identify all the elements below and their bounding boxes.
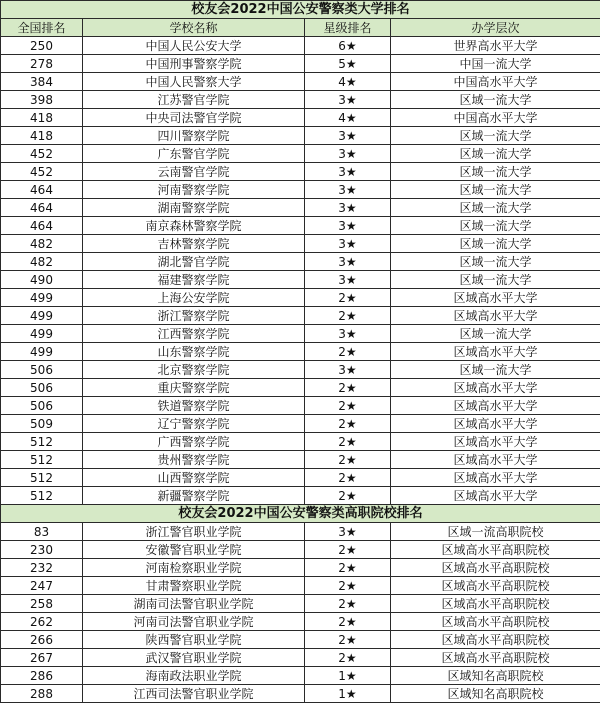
table-row [1,685,600,703]
cell-rank: 506 [1,397,83,415]
cell-school-level: 区域高水平大学 [391,487,600,505]
cell-school-level: 区域高水平高职院校 [391,613,600,631]
cell-rank: 83 [1,523,83,541]
cell-school-level: 中国一流大学 [391,55,600,73]
cell-star-rank: 3★ [305,181,391,199]
cell-star-rank: 2★ [305,343,391,361]
cell-rank: 398 [1,91,83,109]
table-row [1,253,600,271]
table-row [1,469,600,487]
table-row [1,217,600,235]
cell-rank: 267 [1,649,83,667]
cell-star-rank: 2★ [305,631,391,649]
table-row [1,577,600,595]
cell-star-rank: 3★ [305,217,391,235]
cell-school-name: 湖南司法警官职业学院 [83,595,305,613]
cell-school-level: 区域高水平大学 [391,451,600,469]
cell-rank: 418 [1,127,83,145]
cell-rank: 499 [1,289,83,307]
cell-rank: 499 [1,343,83,361]
table-row [1,649,600,667]
table-row [1,271,600,289]
cell-school-level: 区域一流大学 [391,253,600,271]
cell-star-rank: 3★ [305,91,391,109]
table-row [1,379,600,397]
cell-rank: 464 [1,199,83,217]
cell-rank: 506 [1,379,83,397]
cell-school-name: 贵州警察学院 [83,451,305,469]
table-row [1,109,600,127]
cell-star-rank: 6★ [305,37,391,55]
cell-star-rank: 3★ [305,163,391,181]
cell-rank: 499 [1,325,83,343]
cell-star-rank: 5★ [305,55,391,73]
cell-school-name: 浙江警察学院 [83,307,305,325]
cell-star-rank: 3★ [305,253,391,271]
table-row [1,523,600,541]
cell-school-level: 区域一流大学 [391,91,600,109]
cell-school-name: 陕西警官职业学院 [83,631,305,649]
header-school-level: 办学层次 [391,19,600,37]
cell-school-name: 安徽警官职业学院 [83,541,305,559]
table-row [1,289,600,307]
cell-star-rank: 3★ [305,523,391,541]
cell-school-name: 中国刑事警察学院 [83,55,305,73]
cell-school-level: 区域一流大学 [391,217,600,235]
table-row [1,145,600,163]
cell-star-rank: 3★ [305,235,391,253]
cell-star-rank: 2★ [305,469,391,487]
cell-rank: 509 [1,415,83,433]
cell-school-level: 区域一流大学 [391,325,600,343]
cell-school-name: 辽宁警察学院 [83,415,305,433]
table-row [1,559,600,577]
cell-rank: 464 [1,217,83,235]
cell-school-name: 北京警察学院 [83,361,305,379]
cell-star-rank: 2★ [305,487,391,505]
cell-star-rank: 2★ [305,649,391,667]
cell-star-rank: 3★ [305,145,391,163]
cell-school-level: 区域一流大学 [391,163,600,181]
cell-school-level: 区域知名高职院校 [391,667,600,685]
cell-school-name: 南京森林警察学院 [83,217,305,235]
cell-school-name: 重庆警察学院 [83,379,305,397]
table-row [1,235,600,253]
cell-school-level: 区域一流大学 [391,235,600,253]
cell-school-name: 吉林警察学院 [83,235,305,253]
cell-star-rank: 2★ [305,307,391,325]
cell-star-rank: 3★ [305,361,391,379]
cell-rank: 230 [1,541,83,559]
cell-star-rank: 2★ [305,415,391,433]
table-row [1,325,600,343]
cell-school-name: 广东警官学院 [83,145,305,163]
column-header-row [1,19,600,37]
cell-rank: 258 [1,595,83,613]
cell-rank: 512 [1,451,83,469]
cell-school-level: 区域高水平高职院校 [391,595,600,613]
cell-school-level: 区域高水平大学 [391,289,600,307]
cell-star-rank: 2★ [305,613,391,631]
cell-rank: 232 [1,559,83,577]
table-row [1,343,600,361]
cell-star-rank: 3★ [305,325,391,343]
table-row [1,631,600,649]
cell-school-name: 四川警察学院 [83,127,305,145]
cell-school-level: 中国高水平大学 [391,73,600,91]
cell-school-level: 世界高水平大学 [391,37,600,55]
table-row [1,37,600,55]
cell-rank: 464 [1,181,83,199]
cell-rank: 418 [1,109,83,127]
cell-rank: 452 [1,163,83,181]
cell-star-rank: 2★ [305,559,391,577]
cell-school-name: 湖南警察学院 [83,199,305,217]
table-row [1,73,600,91]
table-row [1,91,600,109]
cell-star-rank: 3★ [305,199,391,217]
cell-rank: 512 [1,487,83,505]
cell-rank: 512 [1,469,83,487]
table-row [1,307,600,325]
header-star-rank: 星级排名 [305,19,391,37]
table-row [1,361,600,379]
cell-school-level: 区域高水平大学 [391,433,600,451]
university-section-title-row [1,1,600,19]
table-row [1,163,600,181]
cell-rank: 512 [1,433,83,451]
cell-star-rank: 3★ [305,127,391,145]
table-row [1,433,600,451]
cell-rank: 452 [1,145,83,163]
table-row [1,199,600,217]
vocational-section-title: 校友会2022中国公安警察类高职院校排名 [1,505,600,523]
table-row [1,55,600,73]
table-row [1,397,600,415]
cell-star-rank: 4★ [305,109,391,127]
cell-school-name: 中国人民公安大学 [83,37,305,55]
vocational-section-title-row [1,505,600,523]
cell-star-rank: 2★ [305,289,391,307]
table-row [1,541,600,559]
cell-school-name: 河南司法警官职业学院 [83,613,305,631]
cell-school-level: 区域高水平大学 [391,469,600,487]
university-section-title: 校友会2022中国公安警察类大学排名 [1,1,600,19]
cell-star-rank: 3★ [305,271,391,289]
table-row [1,667,600,685]
cell-rank: 247 [1,577,83,595]
table-row [1,181,600,199]
cell-school-name: 山东警察学院 [83,343,305,361]
table-row [1,487,600,505]
cell-star-rank: 2★ [305,541,391,559]
cell-school-name: 中国人民警察大学 [83,73,305,91]
cell-rank: 286 [1,667,83,685]
cell-school-name: 上海公安学院 [83,289,305,307]
table-row [1,451,600,469]
cell-star-rank: 2★ [305,397,391,415]
cell-school-name: 铁道警察学院 [83,397,305,415]
cell-school-name: 江西警察学院 [83,325,305,343]
cell-star-rank: 2★ [305,577,391,595]
cell-rank: 384 [1,73,83,91]
cell-school-name: 河南检察职业学院 [83,559,305,577]
cell-school-name: 福建警察学院 [83,271,305,289]
cell-star-rank: 1★ [305,667,391,685]
cell-rank: 262 [1,613,83,631]
cell-school-level: 区域高水平高职院校 [391,649,600,667]
cell-school-level: 区域高水平高职院校 [391,559,600,577]
header-national-rank: 全国排名 [1,19,83,37]
cell-school-level: 区域一流大学 [391,181,600,199]
cell-school-level: 区域高水平高职院校 [391,577,600,595]
cell-school-name: 浙江警官职业学院 [83,523,305,541]
cell-school-level: 中国高水平大学 [391,109,600,127]
cell-school-level: 区域高水平大学 [391,397,600,415]
cell-school-name: 广西警察学院 [83,433,305,451]
cell-rank: 482 [1,253,83,271]
cell-school-name: 湖北警官学院 [83,253,305,271]
cell-star-rank: 2★ [305,451,391,469]
cell-school-level: 区域一流大学 [391,199,600,217]
cell-school-name: 江西司法警官职业学院 [83,685,305,703]
cell-rank: 499 [1,307,83,325]
cell-school-level: 区域一流大学 [391,271,600,289]
cell-school-name: 武汉警官职业学院 [83,649,305,667]
table-row [1,127,600,145]
cell-school-level: 区域一流大学 [391,361,600,379]
table-row [1,415,600,433]
cell-rank: 490 [1,271,83,289]
cell-school-level: 区域一流大学 [391,145,600,163]
cell-school-name: 河南警察学院 [83,181,305,199]
cell-star-rank: 2★ [305,433,391,451]
cell-star-rank: 2★ [305,595,391,613]
cell-school-name: 新疆警察学院 [83,487,305,505]
cell-school-level: 区域高水平大学 [391,307,600,325]
table-row [1,613,600,631]
cell-rank: 482 [1,235,83,253]
cell-school-name: 中央司法警官学院 [83,109,305,127]
cell-school-name: 江苏警官学院 [83,91,305,109]
cell-star-rank: 1★ [305,685,391,703]
header-school-name: 学校名称 [83,19,305,37]
cell-school-name: 甘肃警察职业学院 [83,577,305,595]
cell-rank: 250 [1,37,83,55]
cell-school-level: 区域高水平大学 [391,415,600,433]
cell-school-name: 山西警察学院 [83,469,305,487]
cell-school-level: 区域高水平高职院校 [391,631,600,649]
cell-school-level: 区域高水平大学 [391,379,600,397]
cell-school-level: 区域高水平大学 [391,343,600,361]
table-row [1,595,600,613]
cell-school-level: 区域一流大学 [391,127,600,145]
cell-star-rank: 2★ [305,379,391,397]
cell-school-level: 区域知名高职院校 [391,685,600,703]
cell-rank: 278 [1,55,83,73]
cell-school-name: 云南警官学院 [83,163,305,181]
cell-school-level: 区域一流高职院校 [391,523,600,541]
cell-school-level: 区域高水平高职院校 [391,541,600,559]
cell-school-name: 海南政法职业学院 [83,667,305,685]
cell-rank: 506 [1,361,83,379]
cell-rank: 266 [1,631,83,649]
cell-rank: 288 [1,685,83,703]
cell-star-rank: 4★ [305,73,391,91]
